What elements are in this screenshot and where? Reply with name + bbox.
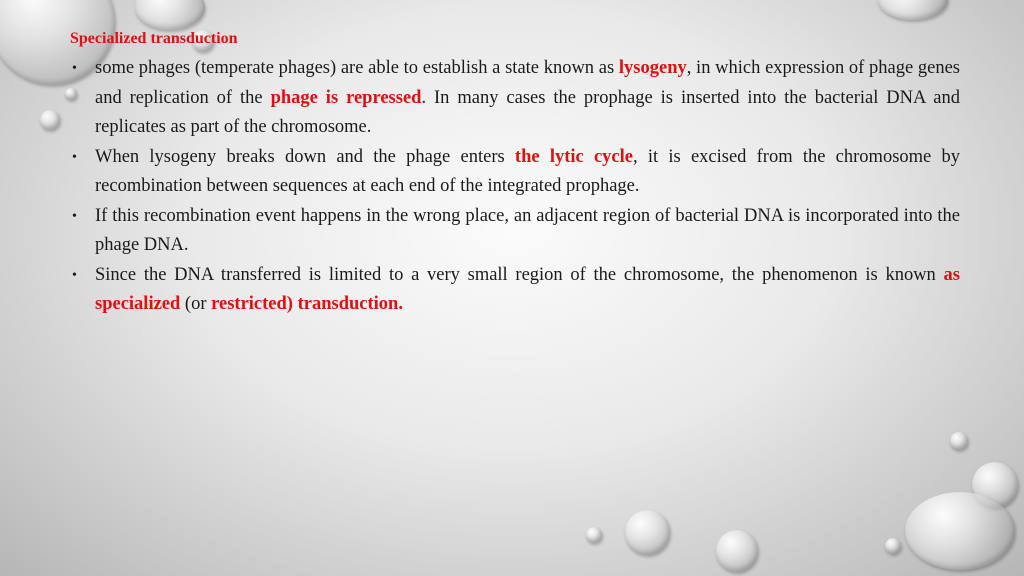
highlighted-term: phage is repressed (270, 87, 422, 108)
bullet-text: When lysogeny breaks down and the phage enters (95, 146, 515, 167)
bullet-dot: • (72, 267, 77, 283)
water-drop-decoration (905, 492, 1015, 570)
bullet-text: some phages (temperate phages) are able to establish a state known as (95, 58, 619, 78)
slide-heading: Specialized transduction (70, 30, 238, 47)
bullet-text: , in which expression of phage genes and replication of the (95, 58, 961, 108)
bullet-dot: • (72, 208, 77, 224)
bullet-item (70, 202, 960, 261)
bullet-item (70, 261, 960, 320)
bullet-text: . In many cases the prophage is inserted into the bacterial DNA and replicates as part of the chromosome. (95, 87, 961, 137)
bullet-text: (or (180, 294, 212, 314)
bullet-dot: • (72, 149, 77, 165)
water-drop-decoration (586, 527, 602, 543)
water-drop-decoration (950, 432, 968, 450)
bullet-text: Since the DNA transferred is limited to a very small region of the chromosome, the phenomenon is known (95, 264, 944, 285)
bullet-item (70, 54, 960, 143)
highlighted-term: as specialized (95, 264, 960, 314)
water-drop-decoration (135, 0, 205, 30)
water-drop-decoration (40, 110, 60, 130)
water-drop-decoration (878, 0, 948, 20)
water-drop-decoration (885, 538, 901, 554)
bullet-text: If this recombination event happens in the wrong place, an adjacent region of bacterial DNA is incorporated into the phage DNA. (95, 205, 960, 255)
highlighted-term: lysogeny (618, 58, 687, 78)
water-drop-decoration (625, 510, 670, 555)
highlighted-term: the lytic cycle (514, 146, 633, 167)
water-drop-decoration (716, 530, 758, 572)
slide-content (70, 30, 960, 320)
bullet-text: , it is excised from the chromosome by recombination between sequences at each end of the integrated prophage. (95, 146, 960, 196)
bullet-dot: • (72, 61, 77, 76)
bullet-list (70, 54, 960, 320)
highlighted-term: restricted) transduction. (211, 294, 403, 314)
bullet-item (70, 143, 960, 202)
